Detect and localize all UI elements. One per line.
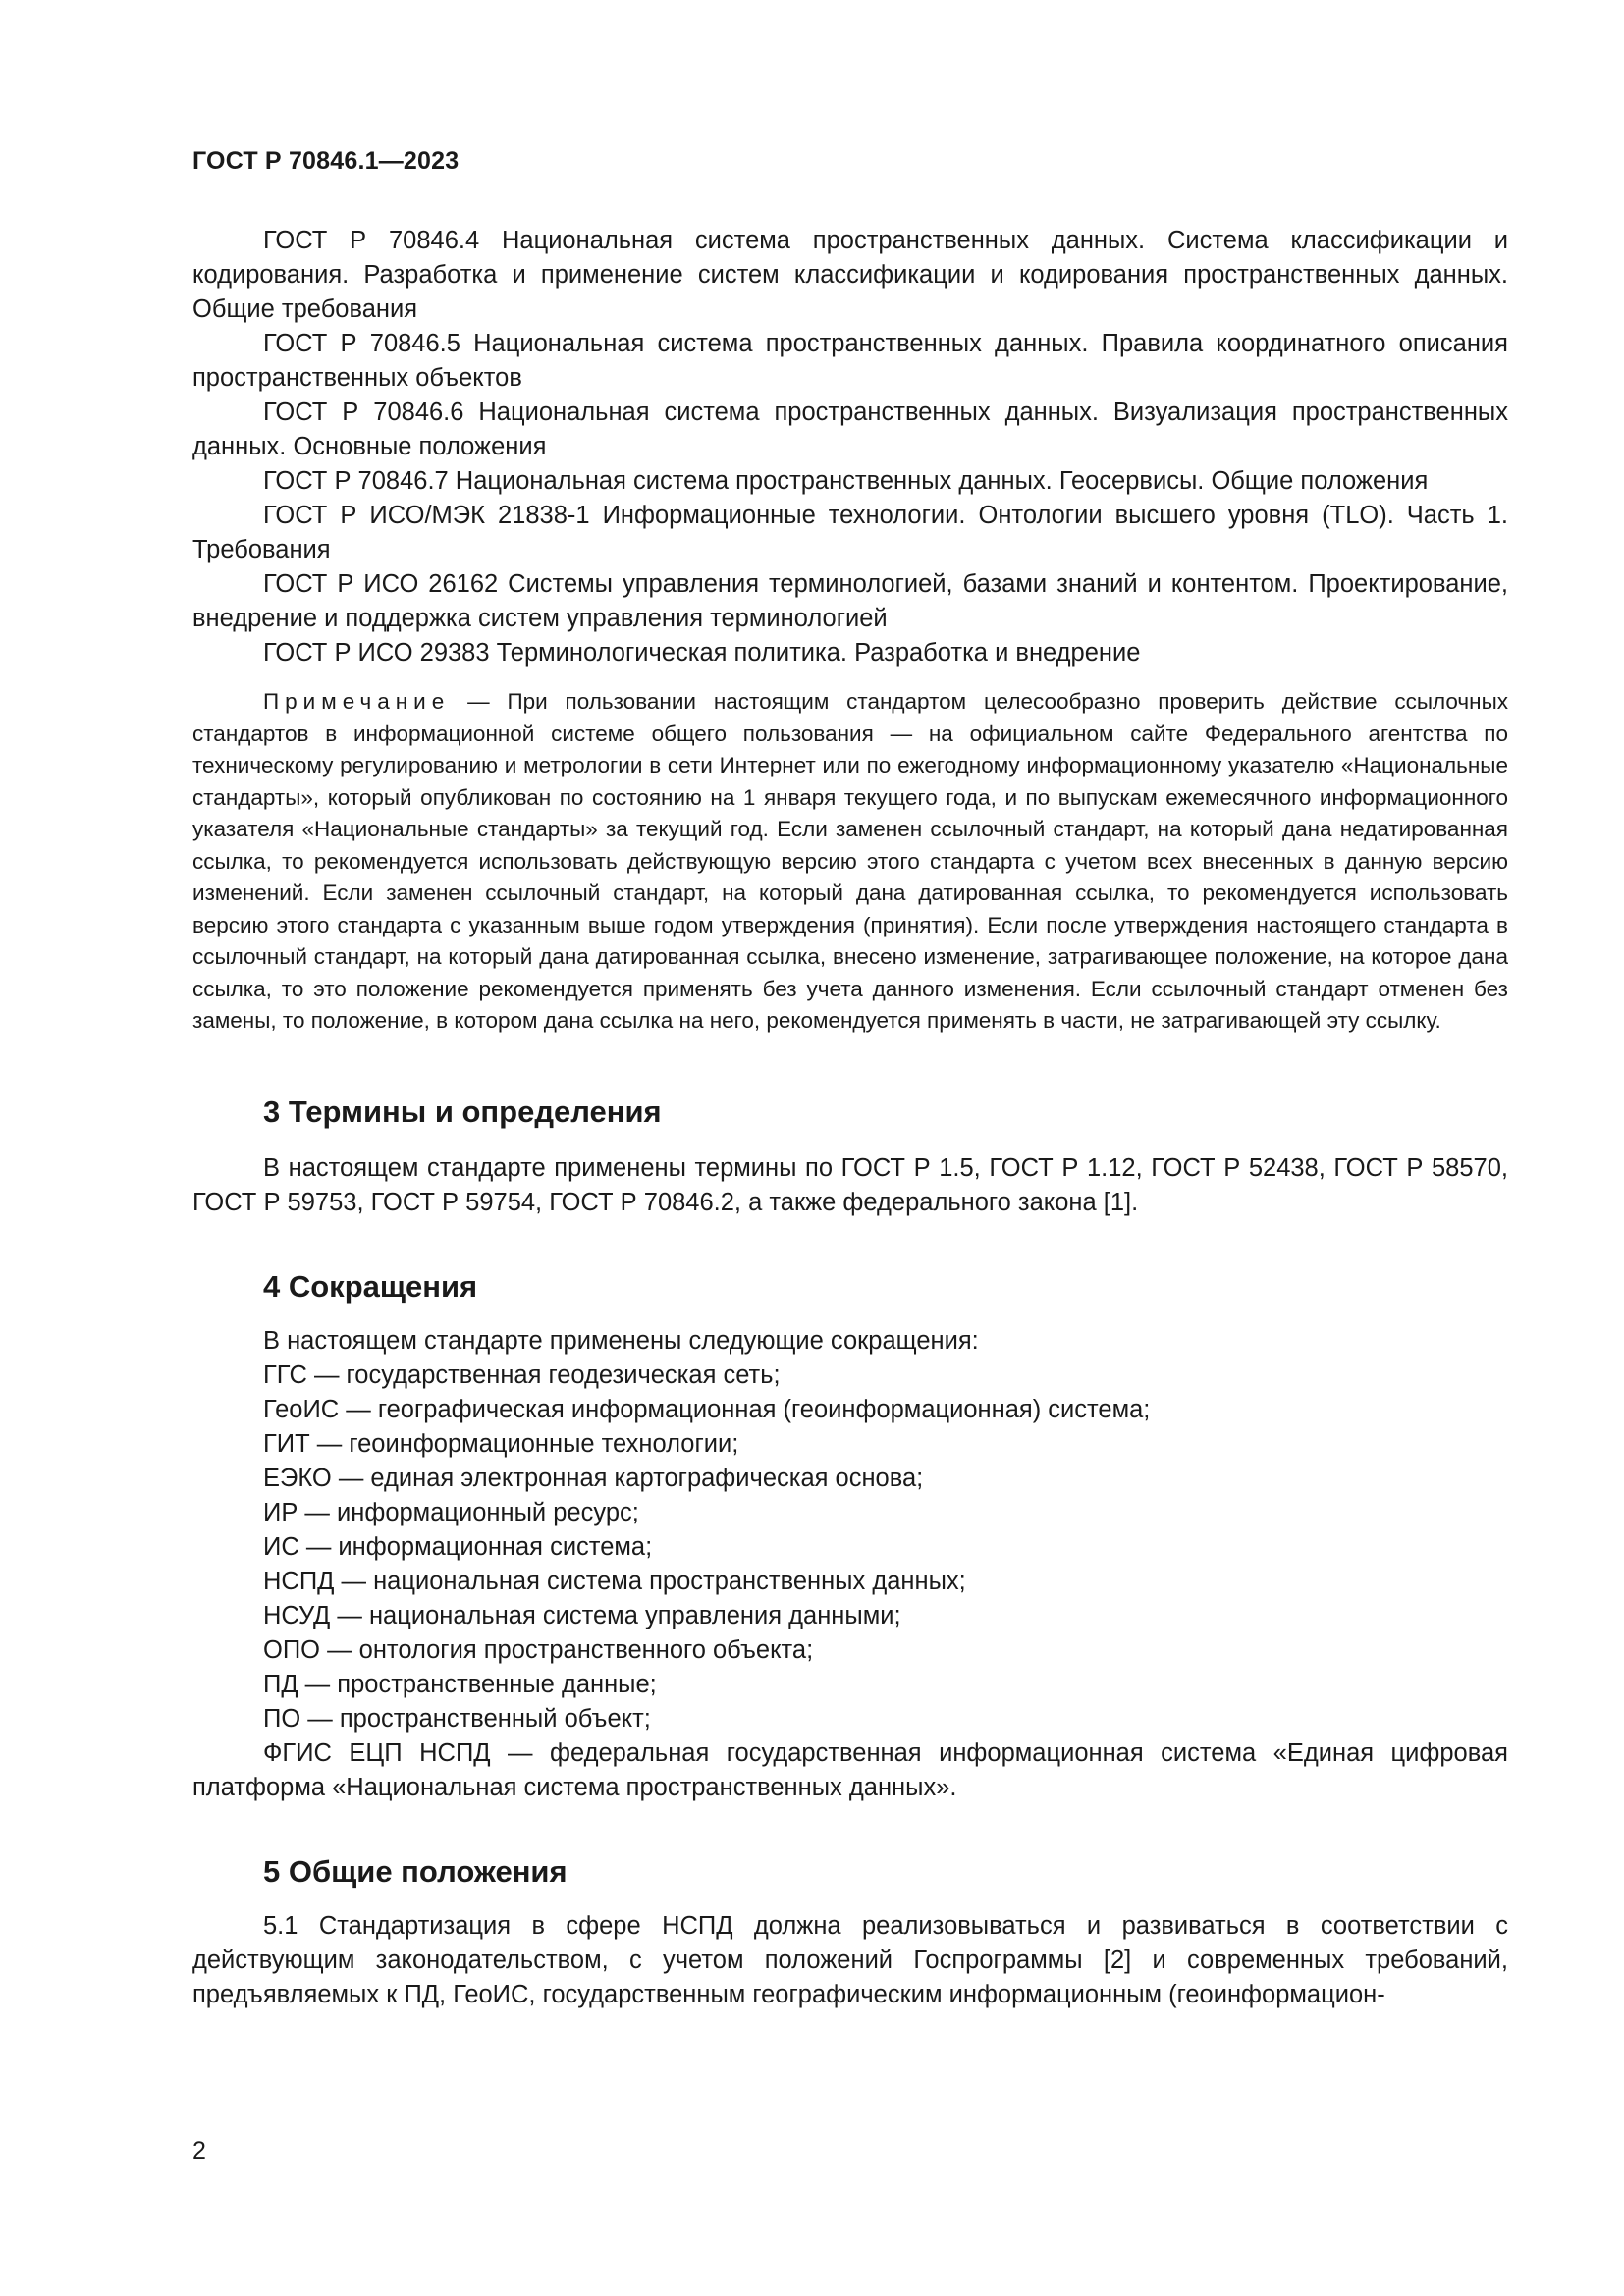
abbreviation-item: ИС — информационная система; xyxy=(263,1532,653,1561)
section-4-title: 4 Сокращения xyxy=(263,1268,478,1304)
note-label: Примечание xyxy=(263,689,451,714)
note-block xyxy=(192,686,1508,1038)
reference-item: ГОСТ Р ИСО 29383 Терминологическая политика. Разработка и внедрение xyxy=(263,639,1141,667)
reference-list xyxy=(192,224,1508,670)
abbreviation-item: ГГС — государственная геодезическая сеть; xyxy=(263,1361,781,1389)
abbreviation-item: ГИТ — геоинформационные технологии; xyxy=(263,1429,739,1458)
abbreviation-item: ЕЭКО — единая электронная картографическая основа; xyxy=(263,1464,924,1492)
abbreviation-item: ФГИС ЕЦП НСПД — федеральная государственная информационная система «Единая цифровая платформа «Национальная система пространственных данных». xyxy=(192,1738,1508,1801)
reference-item: ГОСТ Р 70846.7 Национальная система пространственных данных. Геосервисы. Общие положения xyxy=(263,467,1429,495)
abbreviation-item: ГеоИС — географическая информационная (геоинформационная) система; xyxy=(263,1395,1151,1423)
abbreviation-list xyxy=(192,1324,1508,1805)
abbreviation-item: ОПО — онтология пространственного объекта; xyxy=(263,1635,814,1664)
reference-item: ГОСТ Р 70846.6 Национальная система пространственных данных. Визуализация пространственных данных. Основные положения xyxy=(192,399,1508,460)
reference-item: ГОСТ Р 70846.5 Национальная система пространственных данных. Правила координатного описания пространственных объектов xyxy=(192,330,1508,392)
section-3-title: 3 Термины и определения xyxy=(263,1094,662,1129)
note-text: — При пользовании настоящим стандартом целесообразно проверить действие ссылочных стандартов в информационной системе общего пользования — на официальном сайте Федерального агентства по техническому регулированию и метрологии в сети Интернет или по ежегодному информационному указателю «Национальные стандарты», который опубликован по состоянию на 1 января текущего года, и по выпускам ежемесячного информационного указателя «Национальные стандарты» за текущий год. Если заменен ссылочный стандарт, на который дана недатированная ссылка, то рекомендуется использовать действующую версию этого стандарта с учетом всех внесенных в данную версию изменений. Если заменен ссылочный стандарт, на который дана датированная ссылка, то рекомендуется использовать версию этого стандарта с указанным выше годом утверждения (принятия). Если после утверждения настоящего стандарта в ссылочный стандарт, на который дана датированная ссылка, внесено изменение, затрагивающее положение, на которое дана ссылка, то это положение рекомендуется применять без учета данного изменения. Если ссылочный стандарт отменен без замены, то положение, в котором дана ссылка на него, рекомендуется применять в части, не затрагивающей эту ссылку. xyxy=(192,689,1508,1033)
reference-item: ГОСТ Р ИСО/МЭК 21838-1 Информационные технологии. Онтологии высшего уровня (TLO). Часть 1. Требования xyxy=(192,502,1508,563)
abbreviation-item: ПО — пространственный объект; xyxy=(263,1704,651,1733)
note-paragraph xyxy=(192,686,1508,1038)
abbreviation-item: ИР — информационный ресурс; xyxy=(263,1498,639,1526)
section-5-text: 5.1 Стандартизация в сфере НСПД должна реализовываться и развиваться в соответствии с действующим законодательством, с учетом положений Госпрограммы [2] и современных требований, предъявляемых к ПД, ГеоИС, государственным географическим информационным (геоинформацион- xyxy=(192,1911,1508,2008)
abbreviation-item: ПД — пространственные данные; xyxy=(263,1670,657,1698)
page-number: 2 xyxy=(192,2137,206,2164)
abbreviation-item: НСУД — национальная система управления данными; xyxy=(263,1601,901,1629)
document-header: ГОСТ Р 70846.1—2023 xyxy=(192,147,460,175)
reference-item: ГОСТ Р 70846.4 Национальная система пространственных данных. Система классификации и кодирования. Разработка и применение систем классификации и кодирования пространственных данных. Общие требования xyxy=(192,227,1508,323)
abbreviation-intro: В настоящем стандарте применены следующие сокращения: xyxy=(263,1326,979,1355)
abbreviation-item: НСПД — национальная система пространственных данных; xyxy=(263,1567,966,1595)
section-5-title: 5 Общие положения xyxy=(263,1853,568,1889)
section-3-text: В настоящем стандарте применены термины по ГОСТ Р 1.5, ГОСТ Р 1.12, ГОСТ Р 52438, ГОСТ Р 58570, ГОСТ Р 59753, ГОСТ Р 59754, ГОСТ Р 70846.2, а также федерального закона [1]. xyxy=(192,1153,1508,1216)
reference-item: ГОСТ Р ИСО 26162 Системы управления терминологией, базами знаний и контентом. Проектирование, внедрение и поддержка систем управления терминологией xyxy=(192,570,1508,632)
document-content xyxy=(192,224,1508,2012)
